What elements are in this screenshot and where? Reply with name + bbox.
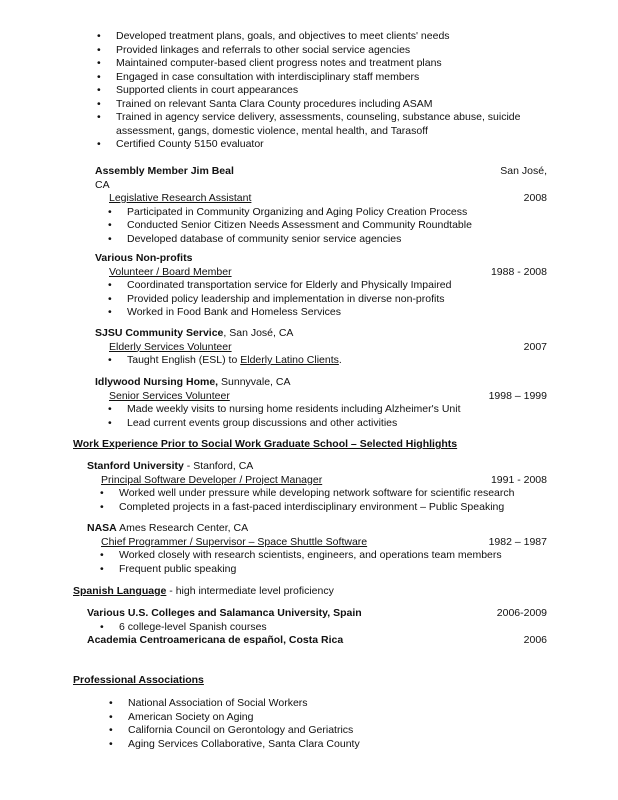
org-name: Assembly Member Jim Beal [95,165,234,177]
list-item: • Engaged in case consultation with interdisciplinary staff members [116,71,556,85]
list-item: • Developed treatment plans, goals, and objectives to meet clients' needs [116,30,556,44]
date: 1998 – 1999 [488,389,547,402]
bullet-list [95,279,547,320]
list-item: • American Society on Aging [128,711,360,725]
jim-beal-entry [95,165,547,246]
list-item: • Lead current events group discussions and other activities [127,417,547,431]
list-item: • Developed database of community senior service agencies [127,233,547,247]
list-item: • Coordinated transportation service for Elderly and Physically Impaired [127,279,547,293]
list-item [127,354,547,368]
spanish-entries [87,607,547,648]
date: 2008 [523,192,547,204]
bullet-list [95,403,547,430]
role-title: Senior Services Volunteer [109,389,230,402]
list-item: • Certified County 5150 evaluator [116,138,556,152]
org-name: Idlywood Nursing Home, [95,376,219,388]
list-item: • Maintained computer-based client progress notes and treatment plans [116,57,556,71]
bullet-link-text: Elderly Latino Clients [240,354,339,366]
date: 2007 [523,340,547,353]
spanish-heading: Spanish Language [73,585,167,597]
org-name: Various Non-profits [95,252,193,264]
duties-list [116,30,556,152]
date: 1991 - 2008 [490,473,547,486]
spanish-proficiency: - high intermediate level proficiency [166,585,334,597]
role-title: Principal Software Developer / Project Manager [101,473,323,486]
list-item: • Completed projects in a fast-paced interdisciplinary environment – Public Speaking [119,501,547,515]
bullet-text-end: . [338,354,342,366]
location: San José, [500,165,547,177]
colleges-name: Various U.S. Colleges and Salamanca University, Spain [87,607,362,619]
list-item: • Provided policy leadership and implementation in diverse non-profits [127,293,547,307]
professional-associations-heading: Professional Associations [73,674,204,686]
bullet-list [95,354,547,368]
list-item: • Worked closely with research scientists, engineers, and operations team members [119,549,547,563]
role-title: Chief Programmer / Supervisor – Space Shuttle Software [101,535,368,548]
date: 2006 [523,634,547,646]
spanish-heading-row [73,585,334,599]
bullet-text: Taught English (ESL) to [127,354,241,366]
associations-list [128,697,360,751]
list-item: • Trained on relevant Santa Clara County procedures including ASAM [116,98,556,112]
bullet-list [87,487,547,514]
bullet-list [95,206,547,247]
date: 2006-2009 [496,607,547,619]
list-item: • Participated in Community Organizing and Aging Policy Creation Process [127,206,547,220]
list-item: • Trained in agency service delivery, assessments, counseling, substance abuse, suicide assessment, gangs, domestic violence, mental health, and Tarasoff [116,111,556,138]
location-cont: CA [95,178,110,191]
org-name: Stanford University [87,460,184,472]
list-item: • 6 college-level Spanish courses [119,621,547,635]
list-item: • National Association of Social Workers [128,697,360,711]
list-item: • California Council on Gerontology and Geriatrics [128,724,360,738]
date: 1988 - 2008 [490,265,547,278]
list-item: • Supported clients in court appearances [116,84,556,98]
org-name: NASA [87,522,117,534]
stanford-entry [87,460,547,514]
sjsu-entry [95,327,547,368]
location: Ames Research Center, CA [116,522,249,534]
list-item: • Provided linkages and referrals to other social service agencies [116,44,556,58]
location: , San José, CA [223,327,294,339]
nasa-entry [87,522,547,576]
bullet-list [87,549,547,576]
org-name: SJSU Community Service [95,327,224,339]
list-item: • Worked in Food Bank and Homeless Services [127,306,547,320]
academia-name: Academia Centroamericana de español, Costa Rica [87,634,344,646]
nonprofits-entry [95,252,547,320]
role-title: Legislative Research Assistant [109,192,252,204]
location: - Stanford, CA [183,460,254,472]
role-title: Elderly Services Volunteer [109,340,232,353]
bullet-list [87,621,547,635]
role-title: Volunteer / Board Member [109,265,232,278]
list-item: • Aging Services Collaborative, Santa Clara County [128,738,360,752]
work-section-heading: Work Experience Prior to Social Work Graduate School – Selected Highlights [73,438,458,450]
date: 1982 – 1987 [488,535,547,548]
location: Sunnyvale, CA [218,376,291,388]
list-item: • Made weekly visits to nursing home residents including Alzheimer's Unit [127,403,547,417]
list-item: • Frequent public speaking [119,563,547,577]
list-item: • Conducted Senior Citizen Needs Assessment and Community Roundtable [127,219,547,233]
idlywood-entry [95,376,547,430]
list-item: • Worked well under pressure while developing network software for scientific research [119,487,547,501]
